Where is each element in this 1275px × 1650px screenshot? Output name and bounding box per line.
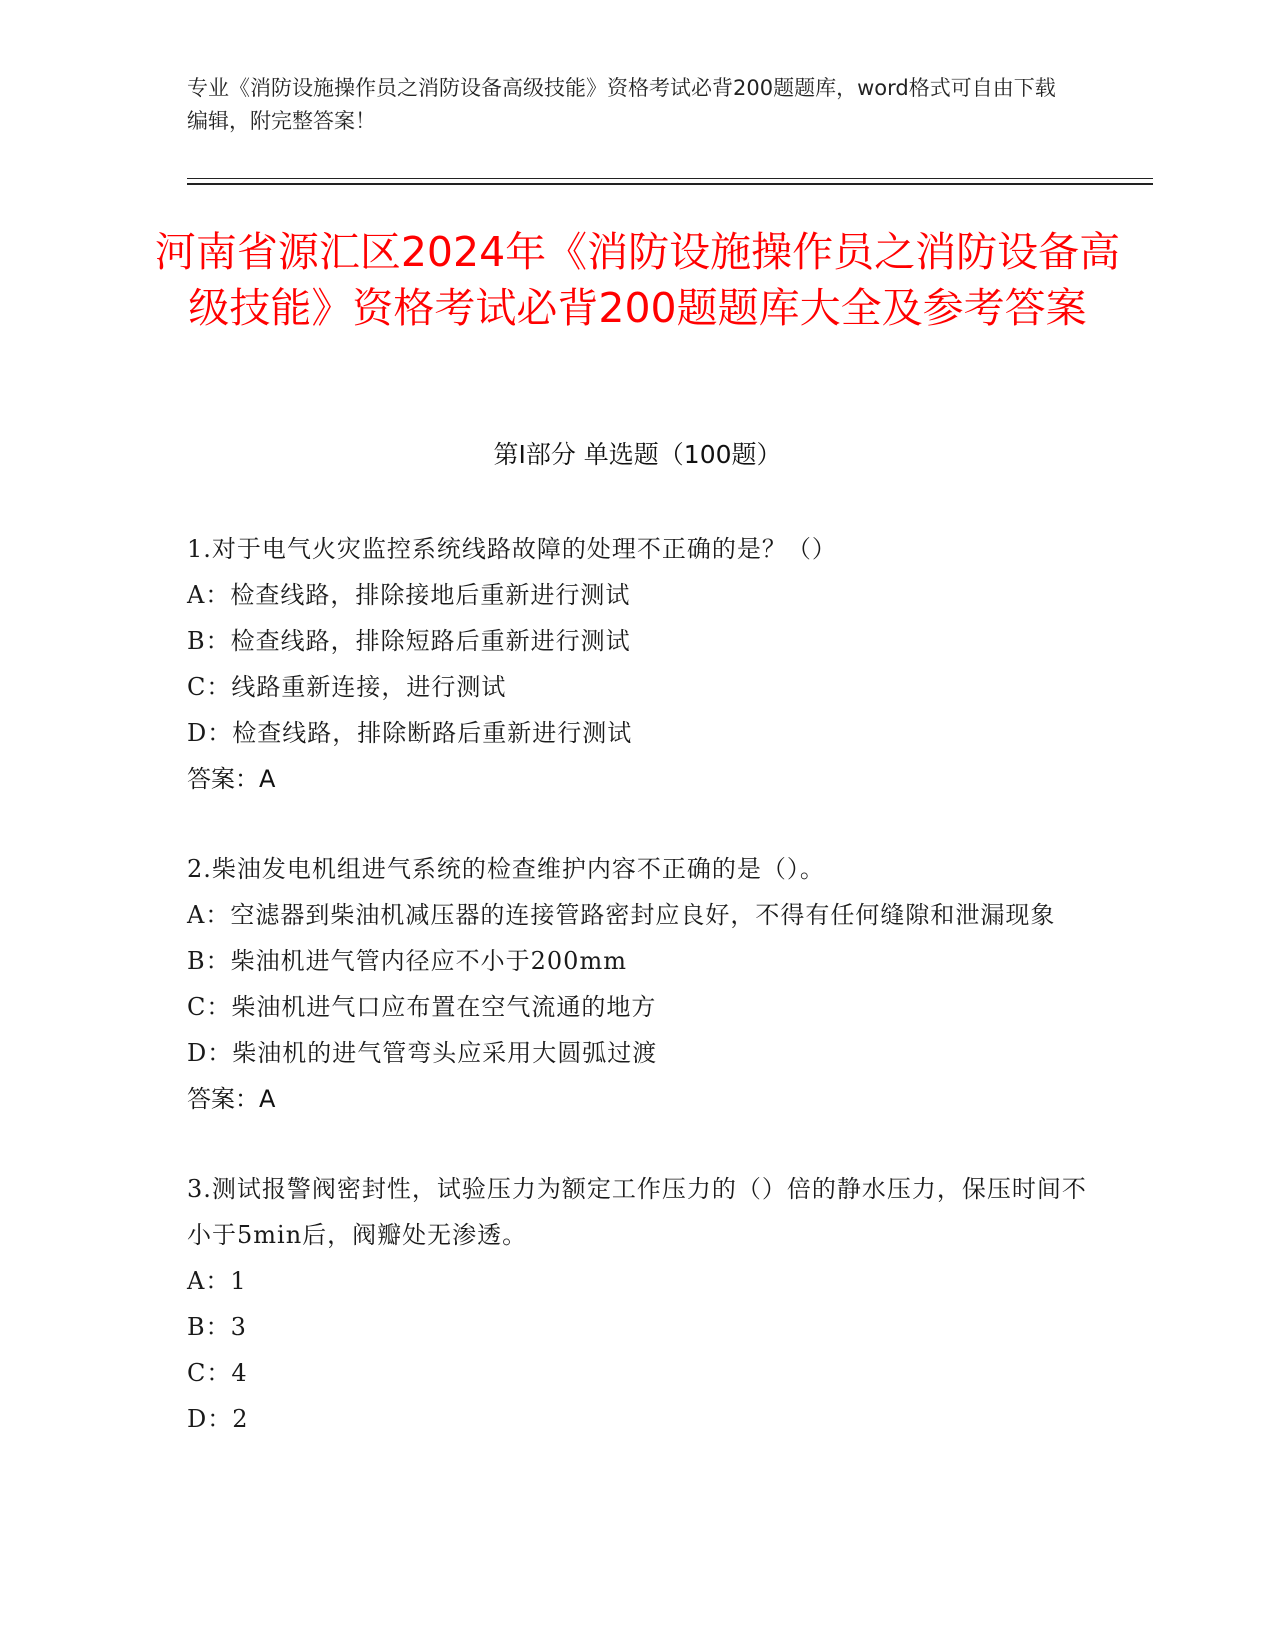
option-b: B：柴油机进气管内径应不小于200mm xyxy=(187,947,627,975)
question-3 xyxy=(187,1166,1087,1442)
option-c: C：4 xyxy=(187,1359,248,1387)
option-a: A：空滤器到柴油机减压器的连接管路密封应良好，不得有任何缝隙和泄漏现象 xyxy=(187,901,1056,929)
option-b: B：检查线路，排除短路后重新进行测试 xyxy=(187,627,631,655)
question-list xyxy=(187,526,1087,1486)
document-title: 河南省源汇区2024年《消防设施操作员之消防设备高级技能》资格考试必背200题题库大全及参考答案 xyxy=(154,228,1121,332)
option-c: C：线路重新连接，进行测试 xyxy=(187,673,507,701)
option-a: A：1 xyxy=(187,1267,247,1295)
option-c: C：柴油机进气口应布置在空气流通的地方 xyxy=(187,993,657,1021)
header-divider-thick xyxy=(187,183,1153,185)
answer-line: 答案：A xyxy=(187,1085,276,1113)
option-a: A：检查线路，排除接地后重新进行测试 xyxy=(187,581,631,609)
header-note: 专业《消防设施操作员之消防设备高级技能》资格考试必背200题题库，word格式可自由下载编辑，附完整答案！ xyxy=(187,76,1056,133)
question-stem: 1.对于电气火灾监控系统线路故障的处理不正确的是？（） xyxy=(187,535,837,563)
option-b: B：3 xyxy=(187,1313,247,1341)
question-stem: 2.柴油发电机组进气系统的检查维护内容不正确的是（）。 xyxy=(187,855,825,883)
option-d: D：柴油机的进气管弯头应采用大圆弧过渡 xyxy=(187,1039,658,1067)
section-heading: 第I部分 单选题（100题） xyxy=(493,440,782,469)
question-1 xyxy=(187,526,1087,802)
question-2 xyxy=(187,846,1087,1122)
question-stem: 3.测试报警阀密封性，试验压力为额定工作压力的（）倍的静水压力，保压时间不小于5min后，阀瓣处无渗透。 xyxy=(187,1175,1087,1249)
option-d: D：检查线路，排除断路后重新进行测试 xyxy=(187,719,633,747)
header-divider-thin xyxy=(187,178,1153,179)
option-d: D：2 xyxy=(187,1405,249,1433)
answer-line: 答案：A xyxy=(187,765,276,793)
